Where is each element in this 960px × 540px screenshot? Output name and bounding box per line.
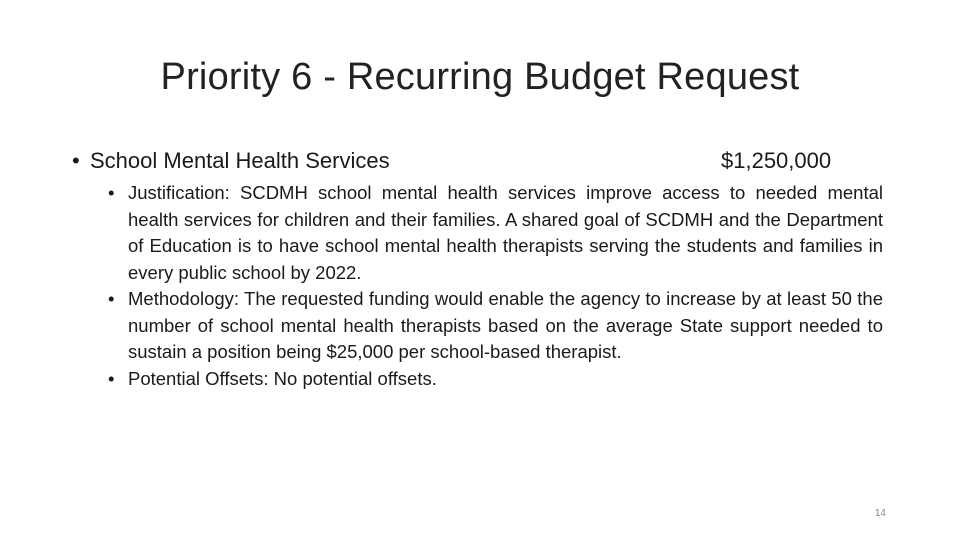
methodology-text: Methodology: The requested funding would enable the agency to increase by at least 50 the number of school mental health therapists based on the average State support needed to sustain a position being $25,000 per school-based therapist. <box>128 288 883 362</box>
page-number: 14 <box>874 508 886 519</box>
offsets-item <box>108 366 883 393</box>
bullet-icon: • <box>108 288 115 309</box>
offsets-text: Potential Offsets: No potential offsets. <box>128 367 437 389</box>
detail-list <box>108 180 883 392</box>
budget-item-amount: $1,250,000 <box>721 148 832 173</box>
bullet-icon: • <box>108 182 115 203</box>
bullet-icon: • <box>108 367 115 389</box>
bullet-icon: • <box>72 148 80 173</box>
budget-item <box>72 148 872 178</box>
justification-text: Justification: SCDMH school mental health services improve access to needed mental health services for children and their families. A shared goal of SCDMH and the Department of Education is to have school mental health therapists serving the students and families in every public school by 2022. <box>128 182 883 283</box>
justification-item <box>108 180 883 286</box>
methodology-item <box>108 286 883 366</box>
budget-item-label: School Mental Health Services <box>90 148 390 173</box>
slide-title: Priority 6 - Recurring Budget Request <box>160 56 800 98</box>
